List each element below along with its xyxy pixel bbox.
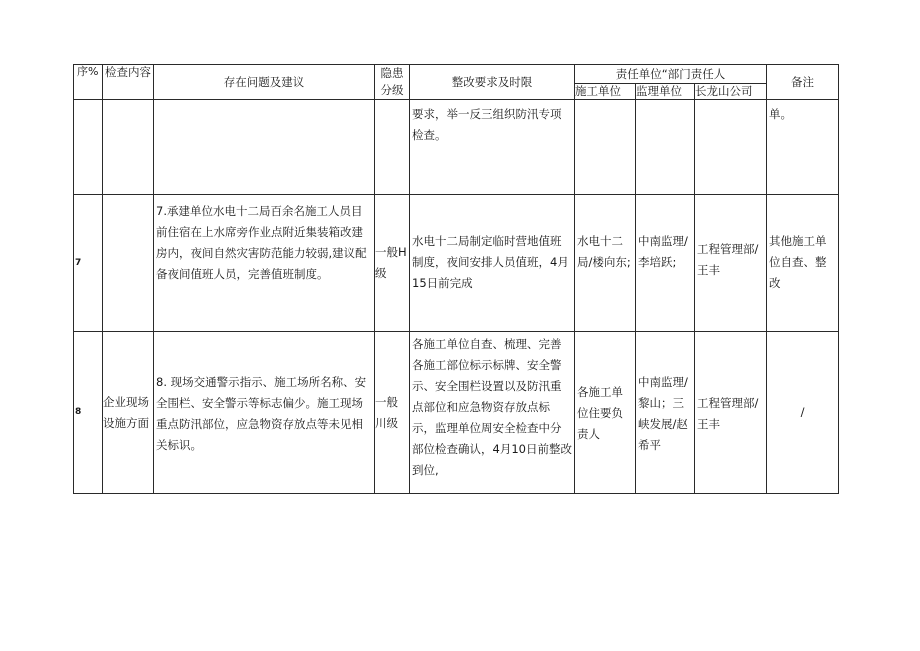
table-row <box>74 195 839 332</box>
row-hazard: 一般川级 <box>375 332 410 494</box>
row-supervision: 中南监理/黎山；三峡发展/赵希平 <box>636 332 695 494</box>
row-problem: 7.承建单位水电十二局百余名施工人员目前住宿在上水席旁作业点附近集装箱改建房内，夜间自然灾害防范能力较弱,建议配备夜间值班人员，完善值班制度。 <box>154 195 375 332</box>
header-row-top <box>74 65 839 84</box>
header-problem: 存在问题及建议 <box>154 65 375 100</box>
header-seq: 序% <box>74 65 103 100</box>
row-rectify: 要求，举一反三组织防汛专项检查。 <box>410 100 575 195</box>
row-rectify: 水电十二局制定临时营地值班制度，夜间安排人员值班，4月15日前完成 <box>410 195 575 332</box>
header-unit-supervision: 监理单位 <box>636 84 695 100</box>
row-problem <box>154 100 375 195</box>
row-supervision: 中南监理/李培跃; <box>636 195 695 332</box>
row-remark: 其他施工单位自查、整改 <box>767 195 839 332</box>
header-responsibility: 责任单位“部门责任人 <box>575 65 767 84</box>
row-seq: 7 <box>74 195 103 332</box>
row-seq: 8 <box>74 332 103 494</box>
row-construction: 水电十二局/楼向东; <box>575 195 636 332</box>
header-hazard: 隐患分级 <box>375 65 410 100</box>
row-supervision <box>636 100 695 195</box>
row-seq <box>74 100 103 195</box>
row-problem: 8. 现场交通警示指示、施工场所名称、安全围栏、安全警示等标志偏少。施工现场重点防汛部位，应急物资存放点等未见相关标识。 <box>154 332 375 494</box>
row-rectify: 各施工单位自查、梳理、完善各施工部位标示标牌、安全警示、安全围栏设置以及防汛重点部位和应急物资存放点标示，监理单位周安全检查中分部位检查确认，4月10日前整改到位, <box>410 332 575 494</box>
header-rectify: 整改要求及时限 <box>410 65 575 100</box>
header-unit-company: 长龙山公司 <box>695 84 767 100</box>
row-company: 工程管理部/王丰 <box>695 195 767 332</box>
header-unit-construction: 施工单位 <box>575 84 636 100</box>
row-construction <box>575 100 636 195</box>
row-remark: / <box>767 332 839 494</box>
row-company: 工程管理部/王丰 <box>695 332 767 494</box>
row-content <box>103 195 154 332</box>
row-content <box>103 100 154 195</box>
row-hazard <box>375 100 410 195</box>
row-construction: 各施工单位住要负责人 <box>575 332 636 494</box>
row-content: 企业现场设施方面 <box>103 332 154 494</box>
row-hazard: 一般H级 <box>375 195 410 332</box>
row-company <box>695 100 767 195</box>
table-row <box>74 100 839 195</box>
row-remark: 单。 <box>767 100 839 195</box>
inspection-table <box>73 64 839 494</box>
header-content: 检查内容 <box>103 65 154 100</box>
inspection-table-sheet <box>73 64 839 494</box>
header-remark: 备注 <box>767 65 839 100</box>
table-row <box>74 332 839 494</box>
